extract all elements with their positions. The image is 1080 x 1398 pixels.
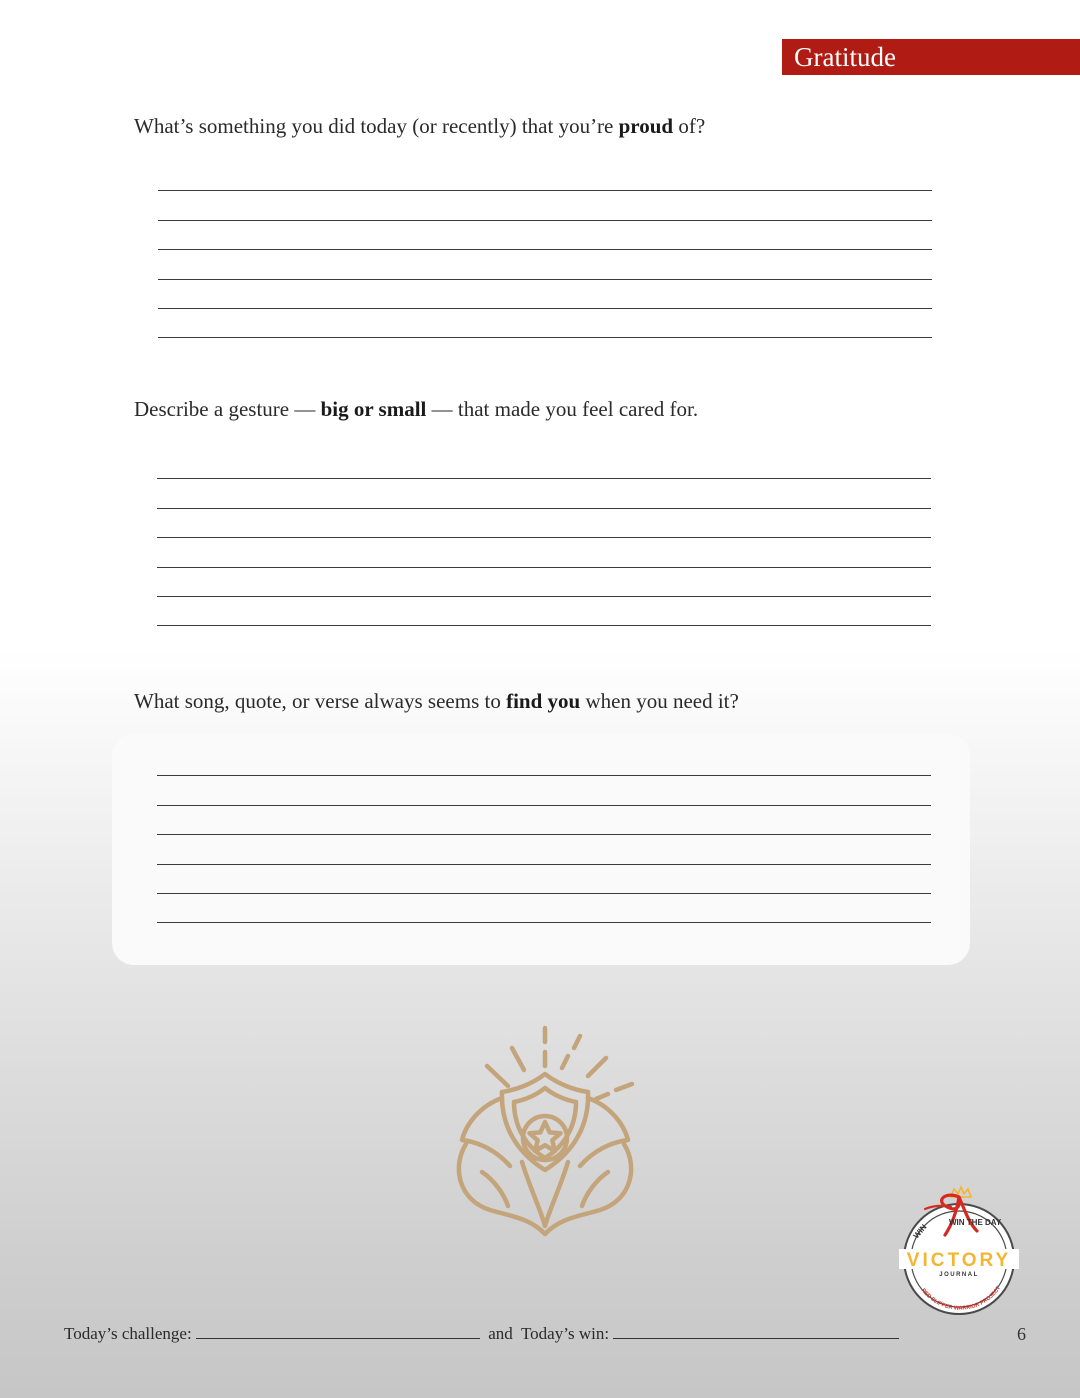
answer-line[interactable] [157, 479, 931, 508]
answer-lines-2[interactable] [157, 450, 931, 626]
win-label: Today’s win: [520, 1324, 610, 1343]
answer-line[interactable] [158, 280, 932, 309]
answer-line[interactable] [157, 806, 931, 835]
answer-line[interactable] [157, 568, 931, 597]
prompt-1 [134, 114, 705, 139]
answer-line[interactable] [157, 509, 931, 538]
answer-line[interactable] [158, 221, 932, 250]
answer-line[interactable] [157, 747, 931, 776]
footer [64, 1324, 899, 1344]
victory-journal-logo [895, 1183, 1023, 1318]
answer-line[interactable] [158, 162, 932, 191]
logo-top-text-a: WIN [911, 1222, 929, 1241]
answer-line[interactable] [157, 597, 931, 626]
shield-star-lotus-icon [444, 1022, 646, 1244]
challenge-label: Today’s challenge: [64, 1324, 192, 1343]
prompt-2-emphasis: big or small [320, 397, 427, 421]
win-field[interactable] [613, 1324, 899, 1339]
and-label: and [488, 1324, 513, 1343]
answer-line[interactable] [157, 450, 931, 479]
page-number: 6 [1017, 1324, 1026, 1344]
prompt-2 [134, 397, 698, 422]
answer-line[interactable] [157, 894, 931, 923]
logo-main-text: VICTORY [906, 1250, 1012, 1271]
answer-line[interactable] [158, 191, 932, 220]
logo-sub-text: JOURNAL [939, 1272, 979, 1278]
answer-line[interactable] [158, 309, 932, 338]
answer-line[interactable] [157, 538, 931, 567]
prompt-2-text-end: — that made you feel cared for. [426, 397, 699, 421]
answer-lines-3[interactable] [157, 747, 931, 923]
logo-bottom-text: RED SLIPPER WARRIOR PROJECT [919, 1285, 1003, 1312]
prompt-3-text-end: when you need it? [580, 689, 739, 713]
prompt-3 [134, 689, 739, 714]
answer-line[interactable] [157, 865, 931, 894]
answer-line[interactable] [157, 776, 931, 805]
prompt-1-text-end: of? [673, 114, 706, 138]
answer-line[interactable] [157, 835, 931, 864]
answer-line[interactable] [158, 250, 932, 279]
answer-lines-1[interactable] [158, 162, 932, 338]
section-label: Gratitude [794, 42, 896, 72]
prompt-3-emphasis: find you [506, 689, 581, 713]
prompt-1-text: What’s something you did today (or recently) that you’re [134, 114, 619, 138]
challenge-field[interactable] [196, 1324, 480, 1339]
prompt-3-text: What song, quote, or verse always seems to [134, 689, 507, 713]
section-tab [782, 39, 1080, 75]
logo-top-text: WIN THE DAY [949, 1218, 1002, 1227]
prompt-1-emphasis: proud [618, 114, 674, 138]
prompt-2-text: Describe a gesture — [134, 397, 321, 421]
